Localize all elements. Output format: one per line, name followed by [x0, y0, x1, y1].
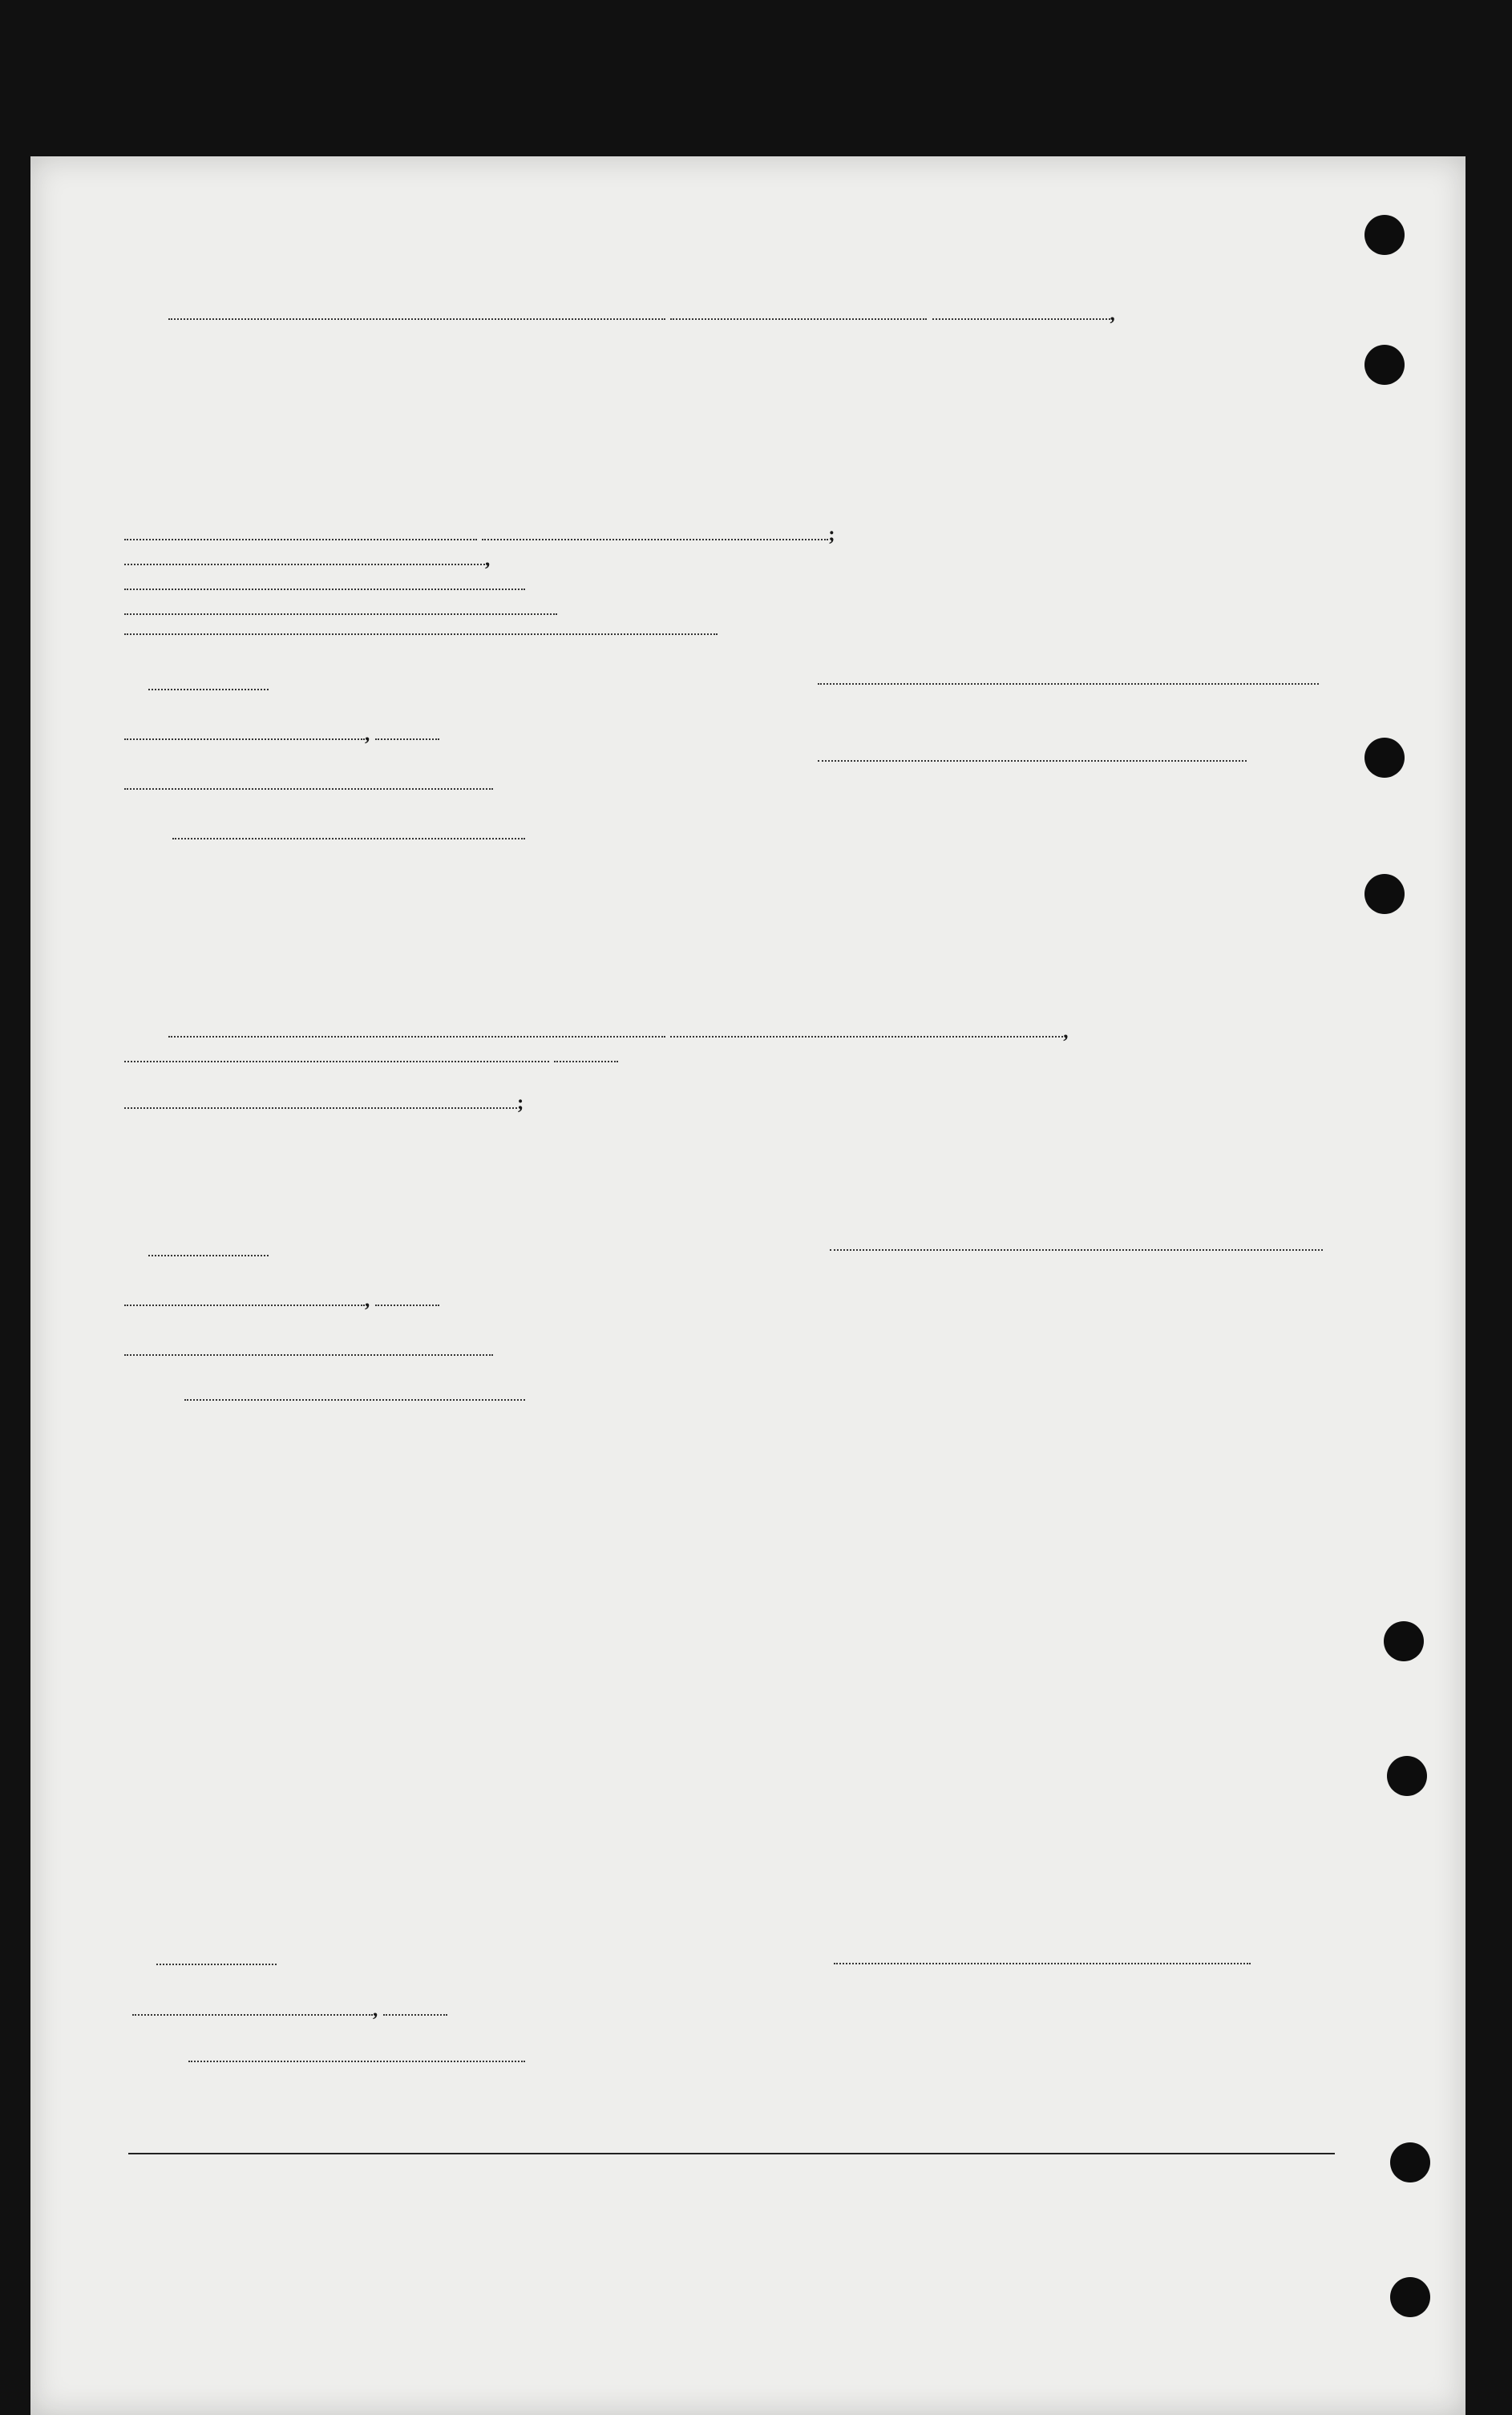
whose-address-line — [124, 573, 525, 596]
punch-hole — [1364, 345, 1405, 385]
section-2-line-2 — [124, 1046, 618, 1068]
at-line-2 — [124, 1339, 493, 1361]
passengers-line — [124, 598, 557, 621]
punch-hole — [1364, 874, 1405, 914]
deputy-signature-line — [188, 2061, 525, 2062]
day-of-line-2: , — [124, 1289, 439, 1312]
punch-hole — [1390, 2277, 1430, 2317]
day-of-line-3: , — [132, 1999, 447, 2021]
master-signature-line — [834, 1963, 1251, 1964]
section-1-line-1: , — [168, 303, 1115, 326]
local-agents-line: , — [124, 548, 490, 571]
owned-by-line: ; — [124, 524, 835, 546]
signature-line — [818, 683, 1319, 685]
sworn-line-3 — [156, 1948, 277, 1971]
punch-hole — [1384, 1621, 1424, 1661]
inspector-signature-line — [184, 1399, 525, 1401]
document-sheet — [30, 156, 1466, 2415]
inspector-signature-line — [172, 838, 525, 839]
blank-line — [124, 633, 718, 635]
signature-line — [830, 1249, 1323, 1251]
day-of-line-1: , — [124, 723, 439, 746]
punch-hole — [1387, 1756, 1427, 1796]
authority-line: ; — [124, 1092, 524, 1114]
bottom-rule — [128, 2153, 1335, 2154]
section-2-line-1: , — [168, 1021, 1069, 1043]
sworn-line-2 — [148, 1240, 269, 1262]
punch-hole — [1390, 2142, 1430, 2182]
punch-hole — [1364, 738, 1405, 778]
sworn-line-1 — [148, 674, 269, 696]
at-line-1 — [124, 773, 493, 795]
punch-hole — [1364, 215, 1405, 255]
officer-signature-line — [818, 760, 1247, 762]
